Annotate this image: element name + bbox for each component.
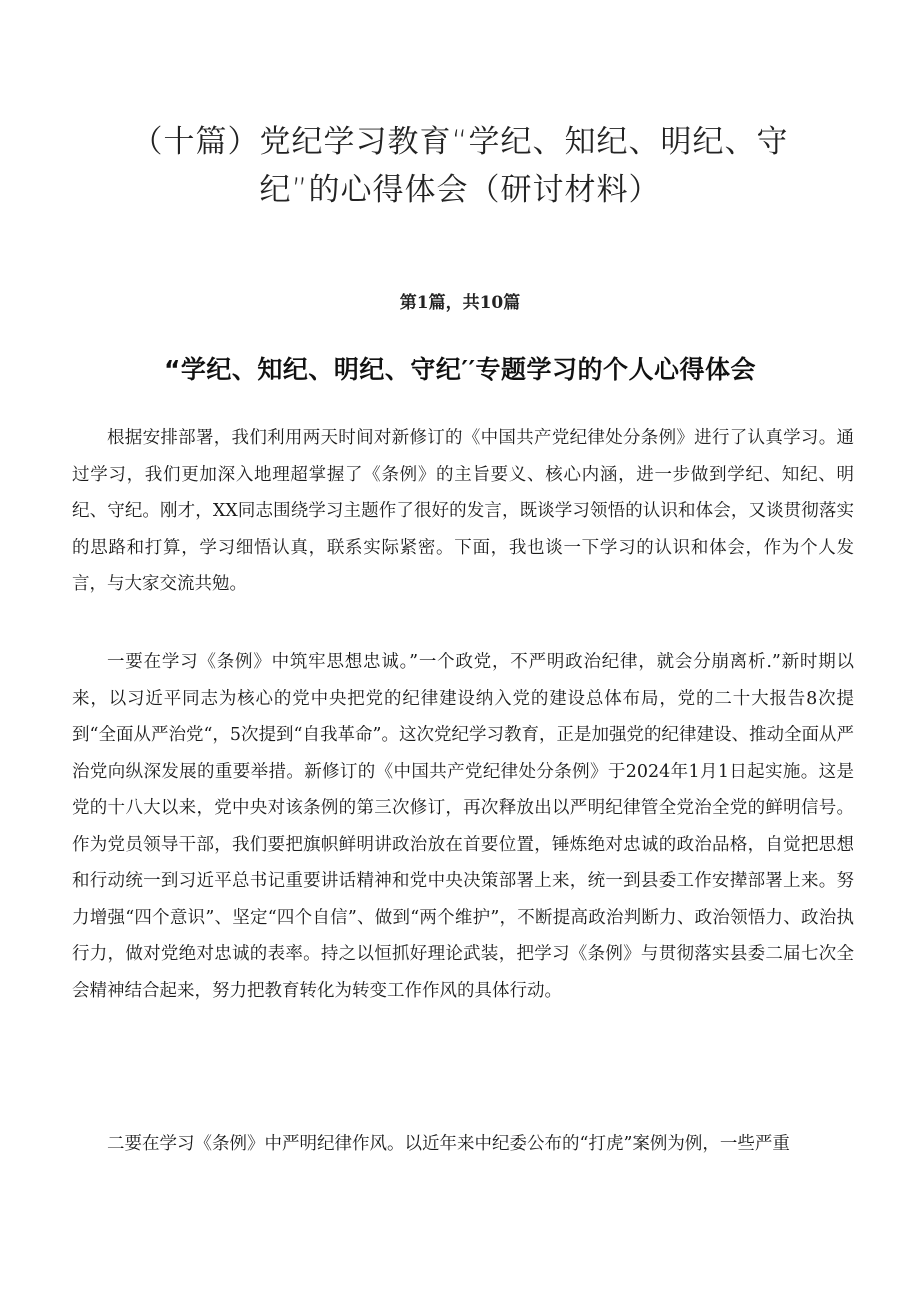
document-title bbox=[110, 118, 810, 214]
document-title-line-1: （十篇）党纪学习教育“学纪、知纪、明纪、守 bbox=[131, 124, 789, 160]
body-paragraph-1: 根据安排部署，我们利用两天时间对新修订的《中国共产党纪律处分条例》进行了认真学习。通过学习，我们更加深入地理超掌握了《条例》的主旨要义、核心内涵，进一步做到学纪、知纪、明纪、守纪。刚才，XX同志围绕学习主题作了很好的发言，既谈学习领悟的认识和体会，又谈贯彻落实的思路和打算，学习细悟认真，联系实际紧密。下面，我也谈一下学习的认识和体会，作为个人发言，与大家交流共勉。 bbox=[72, 428, 854, 594]
body-paragraph-2: 一要在学习《条例》中筑牢思想忠诚。”一个政党，不严明政治纪律，就会分崩离析.”新时期以来，以习近平同志为核心的党中央把党的纪律建设纳入党的建设总体布局，党的二十大报告8次提到“全面从严治党“，5次提到“自我革命”。这次党纪学习教育，正是加强党的纪律建设、推动全面从严治党向纵深发展的重要举措。新修订的《中国共产党纪律处分条例》于2024年1月1日起实施。这是党的十八大以来，党中央对该条例的第三次修订，再次释放出以严明纪律管全党治全党的鲜明信号。作为党员领导干部，我们要把旗帜鲜明讲政治放在首要位置，锤炼绝对忠诚的政治品格，自觉把思想和行动统一到习近平总书记重要讲话精神和党中央决策部署上来，统一到县委工作安撵部署上来。努力增强“四个意识”、坚定“四个自信”、做到“两个维护”，不断提高政治判断力、政治领悟力、政治执行力，做对党绝对忠诚的表率。持之以恒抓好理论武装，把学习《条例》与贯彻落实县委二届七次全会精神结合起来，努力把教育转化为转变工作作风的具体行动。 bbox=[72, 652, 854, 1001]
article-subtitle: “学纪、知纪、明纪、守纪′′专题学习的个人心得体会 bbox=[163, 355, 757, 384]
part-label: 第1篇，共10篇 bbox=[399, 293, 521, 313]
document-title-line-2: 纪”的心得体会（研讨材料） bbox=[259, 172, 661, 208]
body-paragraph-3: 二要在学习《条例》中严明纪律作风。以近年来中纪委公布的“打虎”案例为例，一些严重 bbox=[107, 1134, 790, 1154]
